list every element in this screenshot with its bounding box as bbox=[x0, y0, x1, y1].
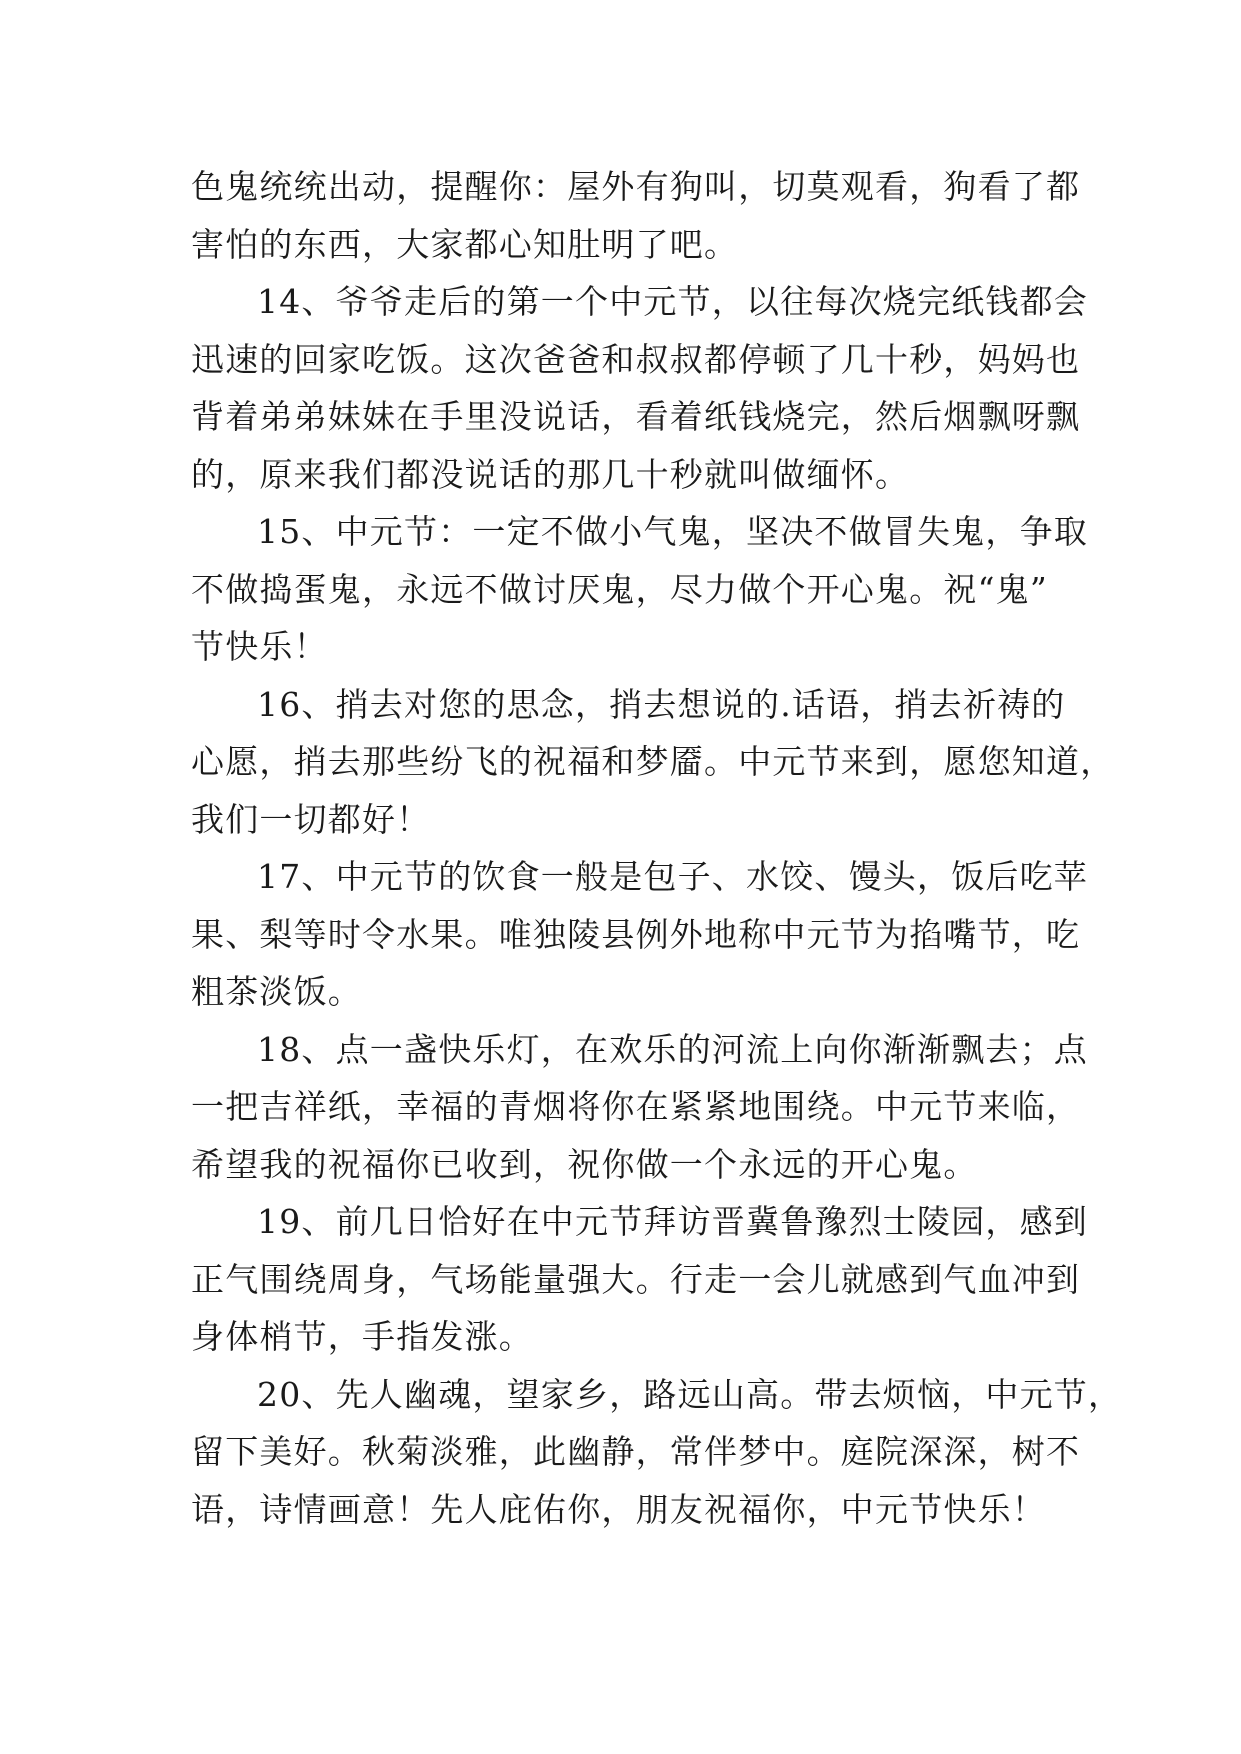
text-line: 18、点一盏快乐灯，在欢乐的河流上向你渐渐飘去；点 bbox=[257, 1029, 1088, 1069]
paragraph-13-continued bbox=[191, 158, 1081, 273]
paragraph-18 bbox=[191, 1021, 1088, 1194]
text-line: 留下美好。秋菊淡雅，此幽静，常伴梦中。庭院深深，树不 bbox=[191, 1432, 1081, 1471]
text-line: 一把吉祥纸，幸福的青烟将你在紧紧地围绕。中元节来临， bbox=[191, 1087, 1081, 1126]
document-body bbox=[191, 158, 1123, 1538]
text-line: 身体梢节，手指发涨。 bbox=[191, 1317, 533, 1356]
text-line: 希望我的祝福你已收到，祝你做一个永远的开心鬼。 bbox=[191, 1144, 978, 1184]
text-line: 语，诗情画意！先人庇佑你，朋友祝福你，中元节快乐！ bbox=[191, 1489, 1046, 1529]
text-line: 15、中元节：一定不做小气鬼，坚决不做冒失鬼，争取 bbox=[257, 512, 1088, 551]
text-line: 粗茶淡饭。 bbox=[191, 972, 362, 1011]
text-line: 20、先人幽魂，望家乡，路远山高。带去烦恼，中元节， bbox=[257, 1374, 1123, 1414]
text-line: 17、中元节的饮食一般是包子、水饺、馒头，饭后吃苹 bbox=[257, 857, 1088, 896]
paragraph-17 bbox=[191, 848, 1088, 1021]
text-line: 色鬼统统出动，提醒你：屋外有狗叫，切莫观看，狗看了都 bbox=[191, 167, 1081, 206]
text-line: 19、前几日恰好在中元节拜访晋冀鲁豫烈士陵园，感到 bbox=[257, 1202, 1088, 1241]
text-line: 的，原来我们都没说话的那几十秒就叫做缅怀。 bbox=[191, 454, 910, 494]
text-line: 不做捣蛋鬼，永远不做讨厌鬼，尽力做个开心鬼。祝“鬼” bbox=[191, 569, 1048, 609]
text-line: 心愿，捎去那些纷飞的祝福和梦靥。中元节来到，愿您知道， bbox=[191, 742, 1115, 781]
text-line: 迅速的回家吃饭。这次爸爸和叔叔都停顿了几十秒，妈妈也 bbox=[191, 339, 1081, 379]
paragraph-14 bbox=[191, 273, 1088, 503]
text-line: 16、捎去对您的思念，捎去想说的.话语，捎去祈祷的 bbox=[257, 684, 1066, 724]
text-line: 14、爷爷走后的第一个中元节，以往每次烧完纸钱都会 bbox=[257, 282, 1088, 321]
paragraph-15 bbox=[191, 503, 1088, 676]
text-line: 正气围绕周身，气场能量强大。行走一会儿就感到气血冲到 bbox=[191, 1259, 1081, 1299]
text-line: 节快乐！ bbox=[191, 627, 328, 666]
text-line: 背着弟弟妹妹在手里没说话，看着纸钱烧完，然后烟飘呀飘 bbox=[191, 397, 1081, 436]
text-line: 害怕的东西，大家都心知肚明了吧。 bbox=[191, 224, 739, 264]
text-line: 我们一切都好！ bbox=[191, 799, 431, 839]
paragraph-19 bbox=[191, 1193, 1088, 1366]
paragraph-16 bbox=[191, 676, 1115, 849]
paragraph-20 bbox=[191, 1366, 1123, 1539]
text-line: 果、梨等时令水果。唯独陵县例外地称中元节为掐嘴节，吃 bbox=[191, 914, 1081, 954]
